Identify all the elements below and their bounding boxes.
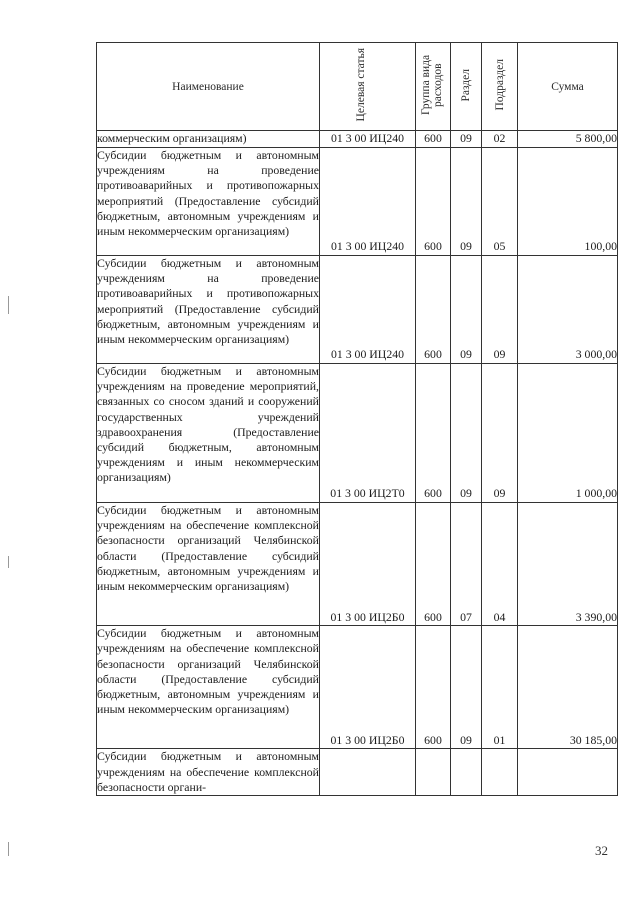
row-target-article: 01 3 00 ИЦ240 — [320, 131, 416, 148]
row-target-article — [320, 749, 416, 796]
header-section: Раздел — [451, 43, 482, 131]
row-name: Субсидии бюджетным и автономным учреждениям на обеспечение комплексной безопасности организаций Челябинской области (Предоставление субсидий бюджетным, автономным учреждениям и иным некоммерческим организациям) — [97, 626, 320, 749]
row-section: 09 — [451, 131, 482, 148]
row-section: 07 — [451, 503, 482, 626]
row-subsection: 09 — [482, 256, 518, 364]
row-section: 09 — [451, 256, 482, 364]
margin-mark — [8, 556, 9, 568]
row-sum: 5 800,00 — [518, 131, 618, 148]
table-row — [97, 148, 618, 256]
row-sum: 3 390,00 — [518, 503, 618, 626]
row-expense-group: 600 — [416, 364, 451, 503]
row-section: 09 — [451, 148, 482, 256]
row-name: Субсидии бюджетным и автономным учреждениям на проведение противоаварийных и противопожарных мероприятий (Предоставление субсидий бюджетным, автономным учреждениям и иным некоммерческим организациям) — [97, 256, 320, 364]
row-sum — [518, 749, 618, 796]
row-section: 09 — [451, 364, 482, 503]
margin-mark — [8, 296, 9, 314]
row-target-article: 01 3 00 ИЦ2Б0 — [320, 626, 416, 749]
row-name: Субсидии бюджетным и автономным учреждениям на обеспечение комплексной безопасности органи- — [97, 749, 320, 796]
row-name: коммерческим организациям) — [97, 131, 320, 148]
row-name: Субсидии бюджетным и автономным учреждениям на проведение противоаварийных и противопожарных мероприятий (Предоставление субсидий бюджетным, автономным учреждениям и иным некоммерческим организациям) — [97, 148, 320, 256]
row-target-article: 01 3 00 ИЦ2Т0 — [320, 364, 416, 503]
table-row — [97, 503, 618, 626]
row-expense-group: 600 — [416, 131, 451, 148]
page-number: 32 — [595, 843, 608, 858]
row-subsection: 04 — [482, 503, 518, 626]
table-row — [97, 256, 618, 364]
header-sum: Сумма — [518, 43, 618, 131]
budget-table — [96, 42, 618, 796]
row-expense-group: 600 — [416, 148, 451, 256]
margin-mark — [8, 842, 9, 856]
row-target-article: 01 3 00 ИЦ2Б0 — [320, 503, 416, 626]
table-row — [97, 364, 618, 503]
row-sum: 30 185,00 — [518, 626, 618, 749]
table-row — [97, 626, 618, 749]
header-name: Наименование — [97, 43, 320, 131]
row-target-article: 01 3 00 ИЦ240 — [320, 148, 416, 256]
header-subsection: Подраздел — [482, 43, 518, 131]
row-subsection: 05 — [482, 148, 518, 256]
table-row — [97, 131, 618, 148]
row-sum: 100,00 — [518, 148, 618, 256]
header-target-article: Целевая статья — [320, 43, 416, 131]
row-expense-group: 600 — [416, 626, 451, 749]
row-expense-group: 600 — [416, 503, 451, 626]
header-expense-group: Группа вида расходов — [416, 43, 451, 131]
row-target-article: 01 3 00 ИЦ240 — [320, 256, 416, 364]
row-expense-group: 600 — [416, 256, 451, 364]
row-section: 09 — [451, 626, 482, 749]
row-subsection: 01 — [482, 626, 518, 749]
row-name: Субсидии бюджетным и автономным учреждениям на обеспечение комплексной безопасности организаций Челябинской области (Предоставление субсидий бюджетным, автономным учреждениям и иным некоммерческим организациям) — [97, 503, 320, 626]
row-sum: 3 000,00 — [518, 256, 618, 364]
table-row — [97, 749, 618, 796]
row-sum: 1 000,00 — [518, 364, 618, 503]
table-header-row — [97, 43, 618, 131]
row-subsection: 02 — [482, 131, 518, 148]
row-subsection: 09 — [482, 364, 518, 503]
row-expense-group — [416, 749, 451, 796]
row-section — [451, 749, 482, 796]
row-subsection — [482, 749, 518, 796]
row-name: Субсидии бюджетным и автономным учреждениям на проведение мероприятий, связанных со сносом зданий и сооружений государственных учреждений здравоохранения (Предоставление субсидий бюджетным, автономным учреждениям и иным некоммерческим организациям) — [97, 364, 320, 503]
